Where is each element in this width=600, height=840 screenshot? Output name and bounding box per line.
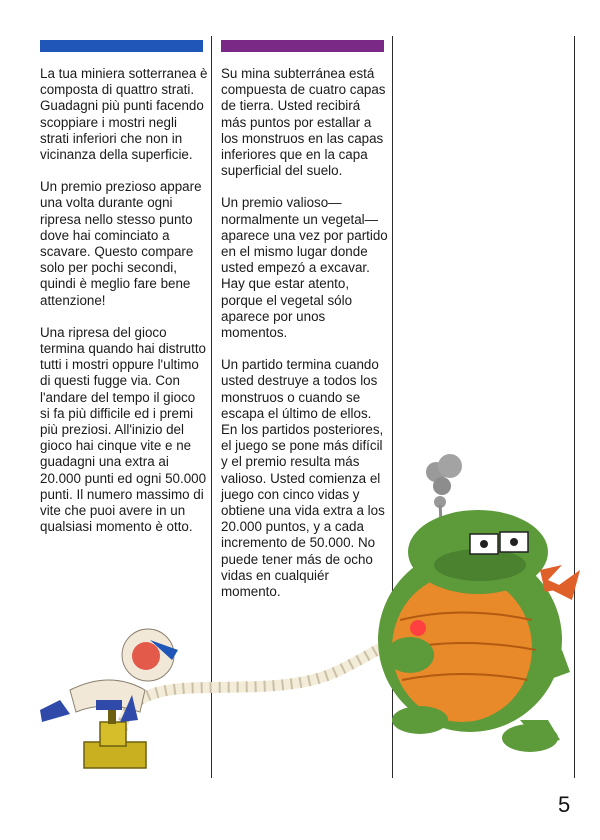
smoke-puff-icon (426, 454, 462, 545)
italian-column-color-bar (40, 40, 203, 52)
dragon-monster-icon (378, 510, 580, 752)
spanish-paragraph-bonus: Un premio valioso—normalmente un vegetal—aparece una vez por partido en el mismo lugar donde usted empezó a excavar. Hay que estar atento, porque el vegetal sólo aparece por unos momentos. (221, 195, 388, 341)
column-divider (392, 36, 393, 778)
pump-hose (122, 630, 418, 730)
italian-paragraph-layers: La tua miniera sotterranea è composta di quattro strati. Guadagni più punti facendo scoppiare i mostri negli strati inferiori che non in vicinanza della superficie. (40, 66, 208, 163)
spanish-column-color-bar (221, 40, 384, 52)
spanish-paragraph-layers: Su mina subterránea está compuesta de cuatro capas de tierra. Usted recibirá más puntos por estallar a los monstruos en las capas inferiores que en la capa superficial del suelo. (221, 66, 386, 179)
italian-column (40, 66, 208, 551)
spanish-column (221, 66, 389, 616)
digger-character-icon (40, 629, 178, 768)
column-divider (211, 36, 212, 778)
page-number: 5 (558, 792, 571, 817)
column-divider (574, 36, 575, 778)
spanish-paragraph-round-end: Un partido termina cuando usted destruye a todos los monstruos o cuando se escapa el último de ellos. En los partidos posteriores, el juego se pone más difícil y el premio resulta más valioso. Usted comienza el juego con cinco vidas y obtiene una vida extra a los 20.000 puntos, y a cada incremento de 50.000. No puede tener más de ocho vidas en cualquiér momento. (221, 357, 385, 600)
italian-paragraph-bonus: Un premio prezioso appare una volta durante ogni ripresa nello stesso punto dove hai cominciato a scavare. Questo compare solo per pochi secondi, quindi è meglio fare bene attenzione! (40, 179, 202, 308)
italian-paragraph-round-end: Una ripresa del gioco termina quando hai distrutto tutti i mostri oppure l'ultimo di questi fugge via. Con l'andare del tempo il gioco si fa più difficile ed i premi più preziosi. All'inizio del gioco hai cinque vite e ne guadagni una extra ai 20.000 punti ed ogni 50.000 punti. Il numero massimo di vite che puoi avere in un qualsiasi momento è otto. (40, 324, 207, 535)
